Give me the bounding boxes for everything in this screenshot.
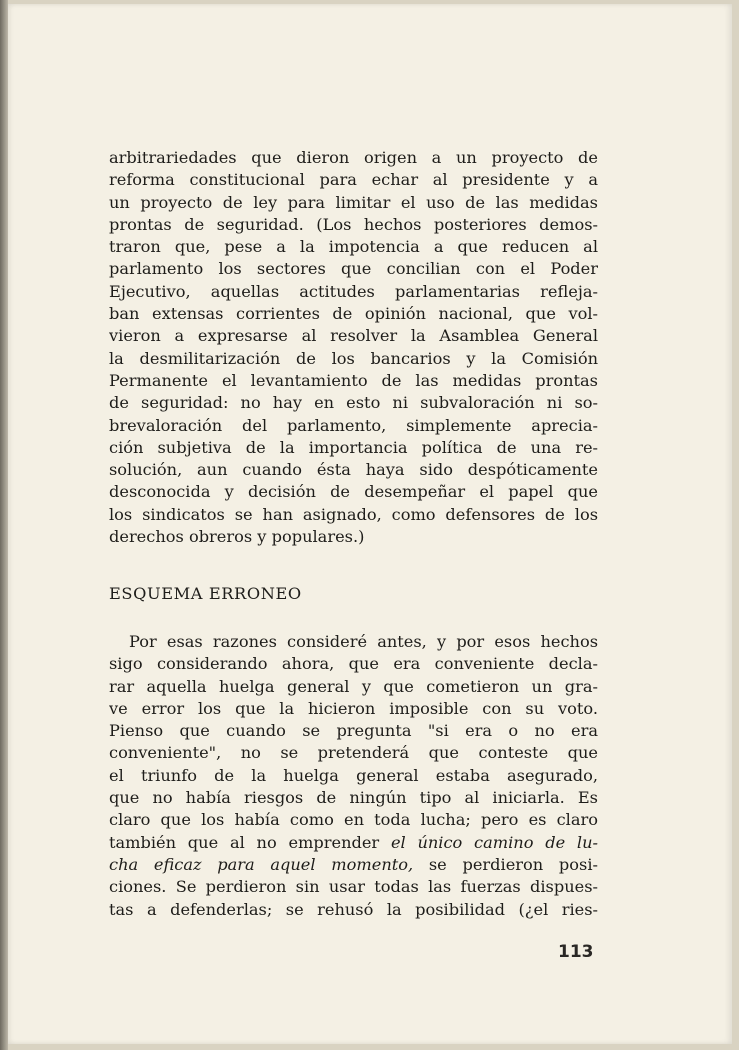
text-line: ción subjetiva de la importancia política de una re- xyxy=(109,437,598,457)
text-line: ban extensas corrientes de opinión nacional, que vol- xyxy=(109,304,598,324)
text-line: claro que los había como en toda lucha; pero es claro xyxy=(109,810,598,830)
text-line: Permanente el levantamiento de las medidas prontas xyxy=(109,370,598,390)
text-line: los sindicatos se han asignado, como defensores de los xyxy=(109,504,598,524)
page-number: 113 xyxy=(558,942,594,962)
text-line: sigo considerando ahora, que era conveniente decla- xyxy=(109,654,598,674)
text-line: prontas de seguridad. (Los hechos posteriores demos- xyxy=(109,214,598,234)
text-line: Por esas razones consideré antes, y por esos hechos xyxy=(129,632,598,651)
text-line: ciones. Se perdieron sin usar todas las fuerzas dispues- xyxy=(109,877,598,897)
text-span: también que al no emprender xyxy=(109,832,391,852)
text-line: vieron a expresarse al resolver la Asamblea General xyxy=(109,326,598,346)
text-line: la desmilitarización de los bancarios y la Comisión xyxy=(109,348,598,368)
text-line-mixed xyxy=(109,832,598,854)
text-line-mixed xyxy=(109,854,598,876)
text-line: conveniente", no se pretenderá que conteste que xyxy=(109,743,598,763)
section-heading: ESQUEMA ERRONEO xyxy=(109,584,302,603)
text-line: un proyecto de ley para limitar el uso de las medidas xyxy=(109,192,598,212)
text-line: que no había riesgos de ningún tipo al iniciarla. Es xyxy=(109,788,598,808)
text-line: derechos obreros y populares.) xyxy=(109,527,365,547)
text-line: brevaloración del parlamento, simplemente aprecia- xyxy=(109,415,598,435)
text-line: traron que, pese a la impotencia a que reducen al xyxy=(109,237,598,257)
text-line: parlamento los sectores que concilian con el Poder xyxy=(109,259,598,279)
book-spine-edge xyxy=(0,0,8,1050)
text-line: reforma constitucional para echar al presidente y a xyxy=(109,170,598,190)
paragraph-1 xyxy=(109,147,598,548)
text-line: ve error los que la hicieron imposible con su voto. xyxy=(109,698,598,718)
text-line: arbitrariedades que dieron origen a un proyecto de xyxy=(109,148,598,167)
text-line: rar aquella huelga general y que cometieron un gra- xyxy=(109,676,598,696)
text-span: se perdieron posi- xyxy=(413,854,598,874)
text-line: tas a defenderlas; se rehusó la posibilidad (¿el ries- xyxy=(109,899,598,919)
italic-span: cha eficaz para aquel momento, xyxy=(109,854,414,874)
italic-span: el único camino de lu- xyxy=(390,832,598,852)
paragraph-2 xyxy=(109,631,598,921)
text-line: Pienso que cuando se pregunta "si era o no era xyxy=(109,721,598,741)
text-line: el triunfo de la huelga general estaba asegurado, xyxy=(109,765,598,785)
text-line: desconocida y decisión de desempeñar el papel que xyxy=(109,482,598,502)
text-line: solución, aun cuando ésta haya sido despóticamente xyxy=(109,460,598,480)
text-line: de seguridad: no hay en esto ni subvaloración ni so- xyxy=(109,393,598,413)
text-line: Ejecutivo, aquellas actitudes parlamentarias refleja- xyxy=(109,281,598,301)
